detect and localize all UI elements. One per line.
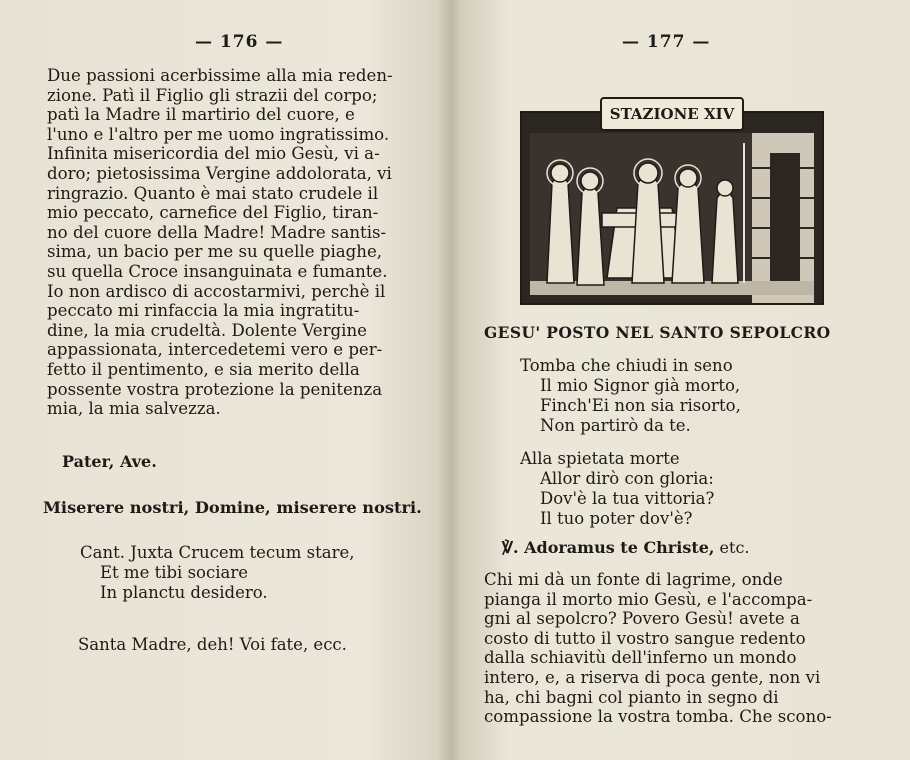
meditation-paragraph xyxy=(484,570,860,727)
text-line: ha, chi bagni col pianto in segno di xyxy=(484,687,779,707)
text-line: possente vostra protezione la penitenza xyxy=(47,379,383,399)
left-page xyxy=(0,0,452,760)
latin-canticle xyxy=(80,543,355,603)
verse-line: Allor dirò con gloria: xyxy=(540,469,714,488)
verse-line: Finch'Ei non sia risorto, xyxy=(540,396,741,415)
text-line: peccato mi rinfaccia la mia ingratitu- xyxy=(47,301,360,321)
text-line: Io non ardisco di accostarmivi, perchè il xyxy=(47,281,386,301)
verse-line: Non partirò da te. xyxy=(540,416,691,435)
text-line: fetto il pentimento, e sia merito della xyxy=(47,359,360,379)
versicle-etc: etc. xyxy=(714,538,750,557)
right-page xyxy=(452,0,910,760)
canticle-line: In planctu desidero. xyxy=(100,583,268,602)
text-line: su quella Croce insanguinata e fumante. xyxy=(47,261,388,281)
station-banner: STAZIONE XIV xyxy=(600,97,744,131)
text-line: l'uno e l'altro per me uomo ingratissimo. xyxy=(47,124,390,144)
text-line: mio peccato, carnefice del Figlio, tiran- xyxy=(47,203,379,223)
text-line: costo di tutto il vostro sangue redento xyxy=(484,628,806,648)
text-line: ringrazio. Quanto è mai stato crudele il xyxy=(47,183,379,203)
text-line: gni al sepolcro? Povero Gesù! avete a xyxy=(484,609,800,629)
text-line: appassionata, intercedetemi vero e per- xyxy=(47,340,383,360)
station-title: GESU' POSTO NEL SANTO SEPOLCRO xyxy=(484,323,831,342)
canticle-line: Et me tibi sociare xyxy=(100,563,248,582)
versicle-response xyxy=(502,538,750,557)
santa-madre-line: Santa Madre, deh! Voi fate, ecc. xyxy=(78,635,347,654)
verse-line: Alla spietata morte xyxy=(520,449,680,468)
miserere-line: Miserere nostri, Domine, miserere nostri. xyxy=(43,498,422,517)
verse-line: Il tuo poter dov'è? xyxy=(540,509,693,528)
text-line: compassione la vostra tomba. Che scono- xyxy=(484,707,832,727)
text-line: mia, la mia salvezza. xyxy=(47,399,221,419)
verse-line: Il mio Signor già morto, xyxy=(540,376,741,395)
verse-line: Dov'è la tua vittoria? xyxy=(540,489,715,508)
meditation-paragraph xyxy=(47,66,430,419)
entombment-illustration xyxy=(522,113,822,303)
text-line: patì la Madre il martirio del cuore, e xyxy=(47,105,355,125)
page-number: — 177 — xyxy=(622,32,711,52)
text-line: dine, la mia crudeltà. Dolente Vergine xyxy=(47,320,367,340)
text-line: Infinita misericordia del mio Gesù, vi a- xyxy=(47,144,380,164)
text-line: sima, un bacio per me su quelle piaghe, xyxy=(47,242,383,262)
pater-ave: Pater, Ave. xyxy=(62,452,157,471)
text-line: no del cuore della Madre! Madre santis- xyxy=(47,222,387,242)
text-line: dalla schiavitù dell'inferno un mondo xyxy=(484,648,797,668)
hymn-stanza-2 xyxy=(520,449,714,529)
canticle-line: Cant. Juxta Crucem tecum stare, xyxy=(80,543,355,562)
text-line: intero, e, a riserva di poca gente, non vi xyxy=(484,667,821,687)
verse-line: Tomba che chiudi in seno xyxy=(520,356,733,375)
text-line: zione. Patì il Figlio gli strazii del corpo; xyxy=(47,85,378,105)
text-line: Due passioni acerbissime alla mia reden- xyxy=(47,66,393,85)
station-illustration xyxy=(520,105,824,305)
text-line: Chi mi dà un fonte di lagrime, onde xyxy=(484,570,783,589)
text-line: pianga il morto mio Gesù, e l'accompa- xyxy=(484,589,813,609)
hymn-stanza-1 xyxy=(520,356,741,436)
text-line: doro; pietosissima Vergine addolorata, vi xyxy=(47,163,392,183)
versicle-text: ℣. Adoramus te Christe, xyxy=(502,538,715,557)
page-number: — 176 — xyxy=(195,32,284,52)
